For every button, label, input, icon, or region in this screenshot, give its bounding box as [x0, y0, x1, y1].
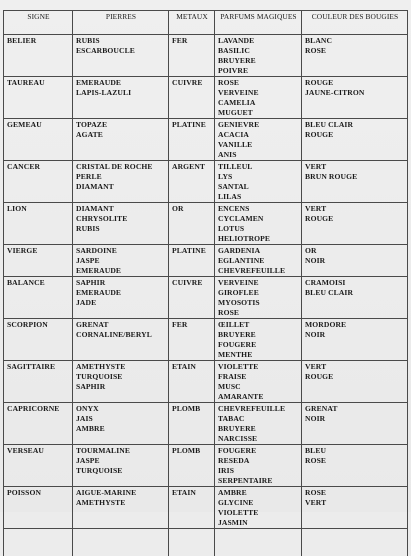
- signe-label: LION: [7, 204, 70, 214]
- parfum-item: LAVANDE: [218, 36, 299, 46]
- parfums-cell: [215, 403, 302, 445]
- parfum-item: BASILIC: [218, 46, 299, 56]
- pierre-item: DIAMANT: [76, 182, 166, 192]
- parfum-item: BRUYERE: [218, 330, 299, 340]
- parfum-item: AMARANTE: [218, 392, 299, 402]
- bougies-cell: [302, 277, 408, 319]
- bougies-cell: [302, 487, 408, 529]
- pierres-cell: [73, 119, 169, 161]
- metal-label: FER: [172, 36, 212, 46]
- parfums-cell: [215, 319, 302, 361]
- metal-label: ARGENT: [172, 162, 212, 172]
- pierre-item: JAIS: [76, 414, 166, 424]
- metal-label: ETAIN: [172, 488, 212, 498]
- parfum-item: BRUYERE: [218, 424, 299, 434]
- metal-cell: [169, 161, 215, 203]
- pierres-cell: [73, 319, 169, 361]
- parfums-cell: [215, 77, 302, 119]
- pierre-item: JASPE: [76, 256, 166, 266]
- signe-label: BELIER: [7, 36, 70, 46]
- pierres-cell: [73, 245, 169, 277]
- metal-label: CUIVRE: [172, 278, 212, 288]
- pierres-cell: [73, 161, 169, 203]
- pierre-item: CORNALINE/BERYL: [76, 330, 166, 340]
- pierre-item: DIAMANT: [76, 204, 166, 214]
- pierre-item: AGATE: [76, 130, 166, 140]
- signe-cell: [4, 487, 73, 529]
- signe-cell: [4, 277, 73, 319]
- metal-label: PLATINE: [172, 246, 212, 256]
- pierre-item: JASPE: [76, 456, 166, 466]
- pierres-cell: [73, 361, 169, 403]
- pierre-item: CHRYSOLITE: [76, 214, 166, 224]
- metal-label: ETAIN: [172, 362, 212, 372]
- bougie-item: BLEU CLAIR: [305, 120, 405, 130]
- pierre-item: TOPAZE: [76, 120, 166, 130]
- pierre-item: AMBRE: [76, 424, 166, 434]
- parfum-item: FRAISE: [218, 372, 299, 382]
- bougie-item: BLANC: [305, 36, 405, 46]
- bougie-item: CRAMOISI: [305, 278, 405, 288]
- bougie-item: ROUGE: [305, 372, 405, 382]
- parfum-item: CHEVREFEUILLE: [218, 404, 299, 414]
- pierres-cell: [73, 277, 169, 319]
- pierre-item: TURQUOISE: [76, 466, 166, 476]
- table-row: [4, 361, 408, 403]
- parfums-cell: [215, 203, 302, 245]
- bougies-cell: [302, 77, 408, 119]
- parfum-item: AMBRE: [218, 488, 299, 498]
- signe-label: GEMEAU: [7, 120, 70, 130]
- parfum-item: HELIOTROPE: [218, 234, 299, 244]
- pierre-item: RUBIS: [76, 224, 166, 234]
- parfum-item: SERPENTAIRE: [218, 476, 299, 486]
- table-body: [4, 35, 408, 556]
- header-pierres: PIERRES: [73, 11, 169, 35]
- bougie-item: GRENAT: [305, 404, 405, 414]
- parfum-item: JASMIN: [218, 518, 299, 528]
- signe-label: BALANCE: [7, 278, 70, 288]
- table-row: [4, 203, 408, 245]
- metal-cell: [169, 319, 215, 361]
- metal-label: PLATINE: [172, 120, 212, 130]
- parfum-item: CYCLAMEN: [218, 214, 299, 224]
- table-row: [4, 277, 408, 319]
- parfum-item: ROSE: [218, 308, 299, 318]
- bougies-cell: [302, 361, 408, 403]
- header-couleur-bougies: COULEUR DES BOUGIES: [302, 11, 408, 35]
- metal-label: CUIVRE: [172, 78, 212, 88]
- header-signe: SIGNE: [4, 11, 73, 35]
- pierre-item: TOURMALINE: [76, 446, 166, 456]
- parfum-item: VERVEINE: [218, 278, 299, 288]
- metal-cell: [169, 119, 215, 161]
- parfum-item: BRUYERE: [218, 56, 299, 66]
- table-row: [4, 119, 408, 161]
- parfums-cell: [215, 245, 302, 277]
- bougies-cell: [302, 319, 408, 361]
- signe-cell: [4, 445, 73, 487]
- parfum-item: ROSE: [218, 78, 299, 88]
- bougie-item: VERT: [305, 162, 405, 172]
- signe-cell: [4, 361, 73, 403]
- bougie-item: VERT: [305, 362, 405, 372]
- parfum-item: RESEDA: [218, 456, 299, 466]
- signe-cell: [4, 203, 73, 245]
- parfum-item: FOUGERE: [218, 446, 299, 456]
- pierre-item: JADE: [76, 298, 166, 308]
- metal-cell: [169, 277, 215, 319]
- pierre-item: RUBIS: [76, 36, 166, 46]
- parfum-item: TABAC: [218, 414, 299, 424]
- table-header-row: [4, 11, 408, 35]
- parfum-item: IRIS: [218, 466, 299, 476]
- parfums-cell: [215, 277, 302, 319]
- bougie-item: ROUGE: [305, 78, 405, 88]
- pierre-item: TURQUOISE: [76, 372, 166, 382]
- signe-label: SAGITTAIRE: [7, 362, 70, 372]
- metal-label: OR: [172, 204, 212, 214]
- parfum-item: POIVRE: [218, 66, 299, 76]
- pierre-item: ONYX: [76, 404, 166, 414]
- parfum-item: MUSC: [218, 382, 299, 392]
- pierres-cell: [73, 35, 169, 77]
- pierres-cell: [73, 445, 169, 487]
- pierre-item: ESCARBOUCLE: [76, 46, 166, 56]
- metal-cell: [169, 487, 215, 529]
- bougies-cell: [302, 403, 408, 445]
- pierre-item: EMERAUDE: [76, 78, 166, 88]
- bougie-item: BLEU CLAIR: [305, 288, 405, 298]
- metal-label: PLOMB: [172, 446, 212, 456]
- zodiac-table: [3, 10, 408, 556]
- pierres-cell: [73, 403, 169, 445]
- pierre-item: EMERAUDE: [76, 266, 166, 276]
- parfums-cell: [215, 445, 302, 487]
- parfum-item: GIROFLEE: [218, 288, 299, 298]
- header-parfums: PARFUMS MAGIQUES: [215, 11, 302, 35]
- parfum-item: LOTUS: [218, 224, 299, 234]
- metal-cell: [169, 77, 215, 119]
- pierres-cell: [73, 203, 169, 245]
- metal-label: FER: [172, 320, 212, 330]
- bougie-item: BLEU: [305, 446, 405, 456]
- bougies-cell: [302, 35, 408, 77]
- parfum-item: VIOLETTE: [218, 362, 299, 372]
- bougies-cell: [302, 119, 408, 161]
- parfum-item: ANIS: [218, 150, 299, 160]
- bougies-cell: [302, 161, 408, 203]
- parfum-item: MUGUET: [218, 108, 299, 118]
- bougie-item: ROSE: [305, 46, 405, 56]
- table-row: [4, 403, 408, 445]
- pierre-item: AMETHYSTE: [76, 362, 166, 372]
- signe-cell: [4, 35, 73, 77]
- parfum-item: VIOLETTE: [218, 508, 299, 518]
- parfum-item: CAMELIA: [218, 98, 299, 108]
- empty-cell: [169, 529, 215, 556]
- parfums-cell: [215, 35, 302, 77]
- bougie-item: ROSE: [305, 488, 405, 498]
- signe-label: SCORPION: [7, 320, 70, 330]
- signe-label: CANCER: [7, 162, 70, 172]
- bougie-item: NOIR: [305, 330, 405, 340]
- bougie-item: VERT: [305, 498, 405, 508]
- pierre-item: EMERAUDE: [76, 288, 166, 298]
- empty-cell: [73, 529, 169, 556]
- signe-label: POISSON: [7, 488, 70, 498]
- pierre-item: CRISTAL DE ROCHE: [76, 162, 166, 172]
- pierres-cell: [73, 487, 169, 529]
- parfum-item: GENIEVRE: [218, 120, 299, 130]
- parfums-cell: [215, 361, 302, 403]
- pierre-item: GRENAT: [76, 320, 166, 330]
- parfums-cell: [215, 487, 302, 529]
- pierre-item: AMETHYSTE: [76, 498, 166, 508]
- parfum-item: MYOSOTIS: [218, 298, 299, 308]
- parfum-item: NARCISSE: [218, 434, 299, 444]
- signe-cell: [4, 77, 73, 119]
- bougies-cell: [302, 203, 408, 245]
- signe-label: TAUREAU: [7, 78, 70, 88]
- bougie-item: ROUGE: [305, 130, 405, 140]
- signe-label: VIERGE: [7, 246, 70, 256]
- bougie-item: OR: [305, 246, 405, 256]
- empty-table-row: [4, 529, 408, 556]
- metal-label: PLOMB: [172, 404, 212, 414]
- parfum-item: ACACIA: [218, 130, 299, 140]
- pierre-item: SAPHIR: [76, 278, 166, 288]
- metal-cell: [169, 361, 215, 403]
- metal-cell: [169, 245, 215, 277]
- parfum-item: ENCENS: [218, 204, 299, 214]
- header-metaux: METAUX: [169, 11, 215, 35]
- parfum-item: LILAS: [218, 192, 299, 202]
- table-row: [4, 161, 408, 203]
- parfum-item: VANILLE: [218, 140, 299, 150]
- bougie-item: ROUGE: [305, 214, 405, 224]
- parfums-cell: [215, 161, 302, 203]
- parfum-item: MENTHE: [218, 350, 299, 360]
- parfums-cell: [215, 119, 302, 161]
- bougie-item: VERT: [305, 204, 405, 214]
- bougie-item: NOIR: [305, 414, 405, 424]
- table-row: [4, 245, 408, 277]
- metal-cell: [169, 403, 215, 445]
- parfum-item: EGLANTINE: [218, 256, 299, 266]
- pierre-item: LAPIS-LAZULI: [76, 88, 166, 98]
- table-row: [4, 445, 408, 487]
- bougie-item: ROSE: [305, 456, 405, 466]
- signe-cell: [4, 161, 73, 203]
- signe-cell: [4, 119, 73, 161]
- parfum-item: SANTAL: [218, 182, 299, 192]
- parfum-item: FOUGERE: [218, 340, 299, 350]
- parfum-item: GLYCINE: [218, 498, 299, 508]
- bougie-item: NOIR: [305, 256, 405, 266]
- pierre-item: SAPHIR: [76, 382, 166, 392]
- pierre-item: SARDOINE: [76, 246, 166, 256]
- table-row: [4, 487, 408, 529]
- signe-label: CAPRICORNE: [7, 404, 70, 414]
- pierre-item: AIGUE-MARINE: [76, 488, 166, 498]
- bougies-cell: [302, 245, 408, 277]
- pierre-item: PERLE: [76, 172, 166, 182]
- metal-cell: [169, 445, 215, 487]
- parfum-item: CHEVREFEUILLE: [218, 266, 299, 276]
- table-row: [4, 77, 408, 119]
- parfum-item: ŒILLET: [218, 320, 299, 330]
- parfum-item: TILLEUL: [218, 162, 299, 172]
- parfum-item: VERVEINE: [218, 88, 299, 98]
- metal-cell: [169, 203, 215, 245]
- parfum-item: LYS: [218, 172, 299, 182]
- metal-cell: [169, 35, 215, 77]
- empty-cell: [302, 529, 408, 556]
- signe-cell: [4, 403, 73, 445]
- signe-label: VERSEAU: [7, 446, 70, 456]
- table-row: [4, 319, 408, 361]
- table-row: [4, 35, 408, 77]
- empty-cell: [4, 529, 73, 556]
- bougies-cell: [302, 445, 408, 487]
- pierres-cell: [73, 77, 169, 119]
- bougie-item: BRUN ROUGE: [305, 172, 405, 182]
- empty-cell: [215, 529, 302, 556]
- bougie-item: JAUNE-CITRON: [305, 88, 405, 98]
- bougie-item: MORDORE: [305, 320, 405, 330]
- parfum-item: GARDENIA: [218, 246, 299, 256]
- signe-cell: [4, 319, 73, 361]
- signe-cell: [4, 245, 73, 277]
